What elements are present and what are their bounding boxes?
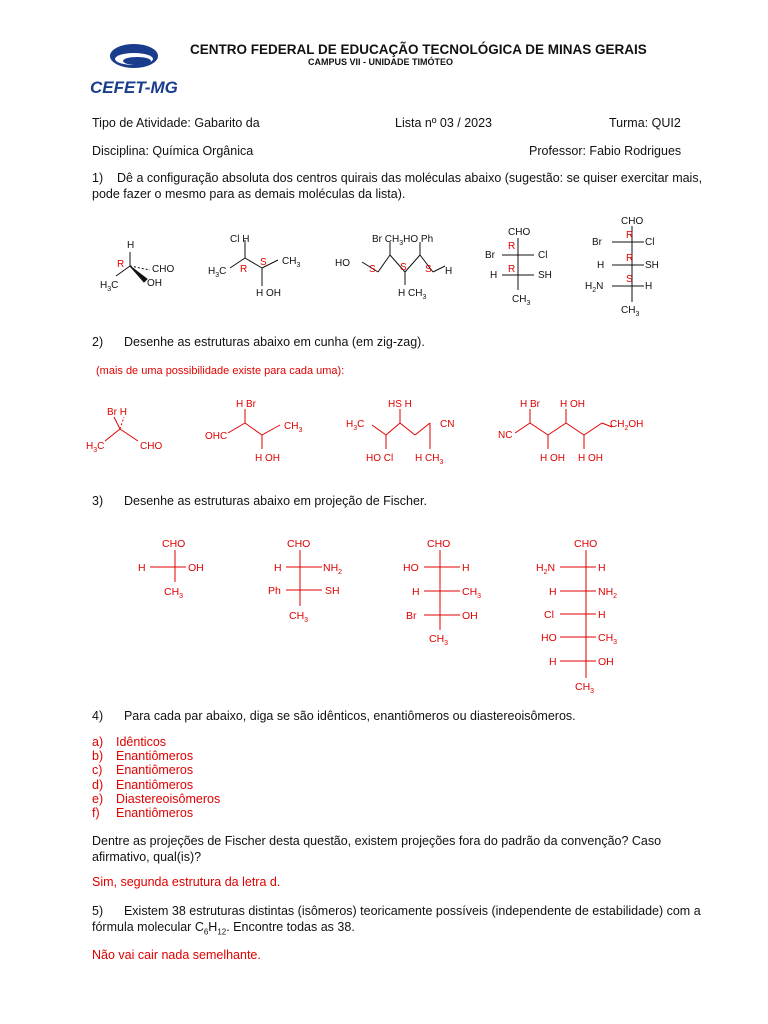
question-5-number: 5) bbox=[92, 904, 104, 918]
answer-item: a) Idênticos bbox=[92, 735, 167, 749]
q3-fischer-2 bbox=[268, 538, 342, 624]
svg-text:OHC: OHC bbox=[205, 431, 228, 442]
svg-text:S: S bbox=[626, 274, 633, 285]
svg-text:Br CH3HO Ph: Br $CH_3HO$ Ph bbox=[372, 234, 434, 247]
svg-text:H CH3: H $CH_3$ bbox=[398, 288, 427, 301]
svg-text:R: R bbox=[117, 259, 125, 270]
svg-text:H: H bbox=[445, 266, 453, 277]
svg-text:NH2: $NH_2$ bbox=[323, 562, 343, 576]
svg-text:HS H: HS H bbox=[388, 399, 412, 410]
svg-text:H3C: $H_3C$ bbox=[100, 280, 119, 293]
class-name: Turma: QUI2 bbox=[609, 116, 681, 130]
q3-fischer-1 bbox=[138, 538, 204, 600]
svg-text:CHO: CHO bbox=[508, 227, 531, 238]
q3-fischer-4 bbox=[536, 538, 617, 695]
svg-text:SH: SH bbox=[645, 260, 659, 271]
logo-text: CEFET-MG bbox=[90, 78, 178, 97]
list-number: Lista nº 03 / 2023 bbox=[395, 116, 492, 130]
q2-molecule-3 bbox=[346, 399, 454, 466]
svg-text:Br H: Br H bbox=[107, 407, 127, 418]
svg-text:CH2OH: $CH_2OH$ bbox=[610, 419, 644, 432]
svg-text:CHO: CHO bbox=[140, 441, 163, 452]
svg-text:H: H bbox=[598, 609, 606, 621]
svg-text:R: R bbox=[508, 241, 516, 252]
institution-title: CENTRO FEDERAL DE EDUCAÇÃO TECNOLÓGICA DE MINAS GERAIS bbox=[190, 42, 647, 57]
svg-text:Br: Br bbox=[485, 250, 495, 261]
svg-text:H: H bbox=[597, 260, 605, 271]
svg-text:H: H bbox=[412, 586, 420, 598]
svg-text:HO: HO bbox=[335, 258, 350, 269]
svg-text:CHO: CHO bbox=[152, 264, 175, 275]
svg-text:Cl: Cl bbox=[538, 250, 548, 261]
svg-text:H OH: H OH bbox=[578, 453, 603, 464]
svg-text:CHO: CHO bbox=[162, 538, 186, 550]
svg-text:S: S bbox=[369, 264, 376, 275]
answer-item: f) Enantiômeros bbox=[92, 806, 194, 821]
svg-text:R: R bbox=[626, 253, 634, 264]
svg-text:Cl H: Cl H bbox=[230, 234, 250, 245]
svg-text:H Br: H Br bbox=[520, 399, 540, 410]
svg-text:CH3: $CH_3$ bbox=[598, 632, 618, 646]
q2-molecule-2 bbox=[205, 399, 302, 464]
q1-molecule-3 bbox=[335, 234, 452, 301]
discipline: Disciplina: Química Orgânica bbox=[92, 144, 254, 158]
q1-molecule-1 bbox=[100, 240, 174, 293]
svg-text:S: S bbox=[260, 257, 267, 268]
svg-text:CH3: $CH_3$ bbox=[512, 294, 531, 307]
question-4-text: Para cada par abaixo, diga se são idênticos, enantiômeros ou diastereoisômeros. bbox=[123, 709, 576, 723]
answer-item: d) Enantiômeros bbox=[92, 777, 194, 792]
svg-text:H: H bbox=[598, 562, 606, 574]
question-1-text: Dê a configuração absoluta dos centros quirais das moléculas abaixo (sugestão: se quiser exercitar mais, pode fazer o mesmo para as demais moléculas da lista). bbox=[92, 171, 703, 201]
q3-fischer-projections bbox=[0, 530, 768, 695]
svg-text:CN: CN bbox=[440, 419, 455, 430]
question-2-text: Desenhe as estruturas abaixo em cunha (em zig-zag). bbox=[123, 335, 425, 349]
svg-text:CH3: $CH_3$ bbox=[289, 610, 309, 624]
svg-text:CH3: $CH_3$ bbox=[462, 586, 482, 600]
question-4-number: 4) bbox=[92, 709, 104, 723]
answer-item: b) Enantiômeros bbox=[92, 749, 194, 764]
svg-text:NC: NC bbox=[498, 430, 513, 441]
svg-text:H OH: H OH bbox=[560, 399, 585, 410]
q2-molecule-4 bbox=[498, 399, 643, 464]
svg-text:SH: SH bbox=[325, 585, 340, 597]
svg-text:Br: Br bbox=[406, 610, 417, 622]
professor: Professor: Fabio Rodrigues bbox=[529, 144, 682, 158]
svg-text:H: H bbox=[127, 240, 135, 251]
question-4-followup: Dentre as projeções de Fischer desta questão, existem projeções fora do padrão da convenção? Caso afirmativo, qual(is)? bbox=[92, 834, 662, 864]
q3-fischer-3 bbox=[403, 538, 481, 647]
cefet-mg-logo bbox=[88, 38, 183, 103]
svg-text:Cl: Cl bbox=[544, 609, 554, 621]
svg-text:H OH: H OH bbox=[256, 288, 281, 299]
svg-text:H: H bbox=[549, 656, 557, 668]
svg-text:CHO: CHO bbox=[621, 216, 644, 227]
svg-text:H2N: $H_2N$ bbox=[585, 281, 604, 294]
svg-text:NH2: $NH_2$ bbox=[598, 586, 618, 600]
svg-text:H OH: H OH bbox=[540, 453, 565, 464]
svg-text:H: H bbox=[462, 562, 470, 574]
question-3 bbox=[92, 493, 427, 509]
svg-text:SH: SH bbox=[538, 270, 552, 281]
svg-text:OH: OH bbox=[147, 278, 162, 289]
svg-text:H3C: $H_3C$ bbox=[208, 266, 227, 279]
svg-text:Br: Br bbox=[592, 237, 602, 248]
question-2-note: (mais de uma possibilidade existe para cada uma): bbox=[96, 365, 345, 377]
svg-text:H: H bbox=[645, 281, 653, 292]
svg-text:H3C: $H_3C$ bbox=[86, 441, 105, 454]
svg-text:H: H bbox=[274, 562, 282, 574]
question-1-number: 1) bbox=[92, 171, 104, 185]
svg-text:Cl: Cl bbox=[645, 237, 655, 248]
svg-text:HO Cl: HO Cl bbox=[366, 453, 394, 464]
q2-structures bbox=[0, 385, 768, 470]
svg-text:HO: HO bbox=[541, 632, 557, 644]
question-2-number: 2) bbox=[92, 335, 104, 349]
svg-text:HO: HO bbox=[403, 562, 419, 574]
q1-molecule-2 bbox=[208, 234, 300, 299]
svg-text:CH3: $CH_3$ bbox=[284, 421, 303, 434]
svg-text:S: S bbox=[425, 264, 432, 275]
svg-text:S: S bbox=[400, 262, 407, 273]
question-4-followup-answer: Sim, segunda estrutura da letra d. bbox=[92, 875, 281, 889]
q2-molecule-1 bbox=[86, 407, 162, 454]
svg-text:OH: OH bbox=[598, 656, 614, 668]
svg-text:H3C: $H_3C$ bbox=[346, 419, 365, 432]
svg-text:CH3: $CH_3$ bbox=[282, 256, 301, 269]
question-3-text: Desenhe as estruturas abaixo em projeção de Fischer. bbox=[123, 494, 427, 508]
svg-text:CHO: CHO bbox=[427, 538, 451, 550]
question-5-answer: Não vai cair nada semelhante. bbox=[92, 948, 261, 962]
svg-text:H: H bbox=[138, 562, 146, 574]
svg-text:OH: OH bbox=[462, 610, 478, 622]
q1-molecule-4 bbox=[485, 227, 552, 307]
campus-subtitle: CAMPUS VII - UNIDADE TIMÓTEO bbox=[308, 57, 454, 67]
question-3-number: 3) bbox=[92, 494, 104, 508]
question-5: 5) Existem 38 estruturas distintas (isômeros) teoricamente possíveis (independente de estabilidade) com a fórmula molecular $C_6H_{12}$. Encontre todas as 38. bbox=[92, 904, 701, 937]
svg-text:H Br: H Br bbox=[236, 399, 256, 410]
svg-text:H OH: H OH bbox=[255, 453, 280, 464]
svg-text:CHO: CHO bbox=[287, 538, 311, 550]
svg-text:R: R bbox=[508, 264, 516, 275]
svg-text:CH3: $CH_3$ bbox=[621, 305, 640, 318]
svg-text:H CH3: H $CH_3$ bbox=[415, 453, 444, 466]
activity-type: Tipo de Atividade: Gabarito da bbox=[92, 116, 260, 130]
svg-text:CH3: $CH_3$ bbox=[164, 586, 184, 600]
question-1 bbox=[92, 170, 712, 202]
answer-item: c) Enantiômeros bbox=[92, 763, 194, 778]
svg-text:Ph: Ph bbox=[268, 585, 281, 597]
svg-text:H: H bbox=[549, 586, 557, 598]
svg-text:H: H bbox=[490, 270, 498, 281]
svg-text:CHO: CHO bbox=[574, 538, 598, 550]
svg-text:R: R bbox=[626, 230, 634, 241]
logo-emblem-icon bbox=[88, 38, 183, 98]
svg-text:OH: OH bbox=[188, 562, 204, 574]
question-4 bbox=[92, 708, 576, 724]
question-2 bbox=[92, 334, 425, 350]
q1-molecule-5 bbox=[585, 216, 659, 318]
svg-text:R: R bbox=[240, 264, 248, 275]
svg-text:CH3: $CH_3$ bbox=[575, 681, 595, 695]
svg-text:H2N: $H_2N$ bbox=[536, 562, 556, 576]
svg-text:CH3: $CH_3$ bbox=[429, 633, 449, 647]
question-4-answers bbox=[92, 735, 220, 820]
q1-structures bbox=[0, 210, 768, 320]
answer-item: e) Diastereoisômeros bbox=[92, 791, 221, 806]
